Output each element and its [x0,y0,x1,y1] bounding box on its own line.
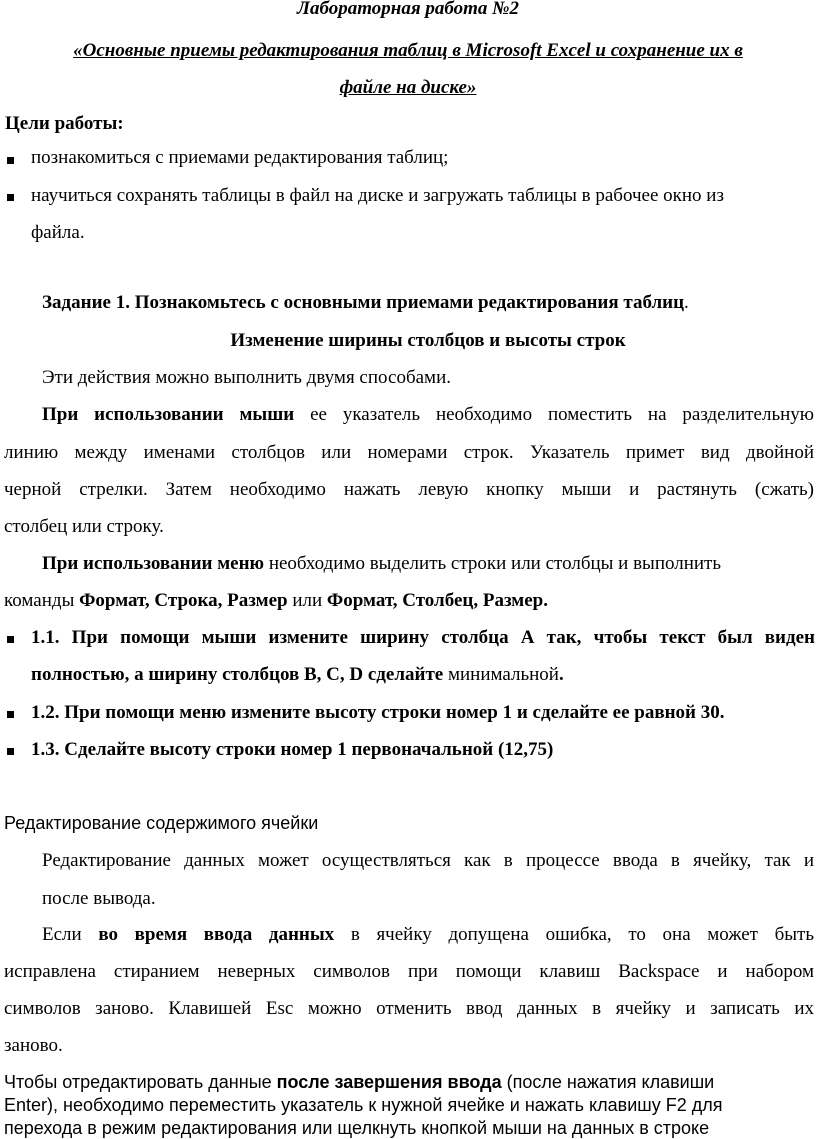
editing-p3-line-3: перехода в режим редактирования или щелкнуть кнопкой мыши на данных в строке [4,1118,710,1138]
bullet-icon [7,636,14,643]
editing-p3-line-1 [4,1072,714,1093]
mouse-lead: При использовании мыши [42,404,295,425]
goal-item-2: научиться сохранять таблицы в файл на диске и загружать таблицы в рабочее окно из [31,185,724,206]
step-1-1-plain: минимальной [443,664,559,685]
editing-p2-line-1-rest: в ячейку допущена ошибка, то она может быть [334,924,814,945]
editing-p3-bold: после завершения ввода [276,1072,502,1092]
doc-subtitle-line-1: «Основные приемы редактирования таблиц в Microsoft Excel и сохранение их в [73,40,743,61]
mouse-paragraph-line-4: столбец или строку. [4,516,164,537]
bullet-icon [7,157,14,164]
goal-item-2-cont: файла. [31,222,85,243]
doc-subtitle-line-2: файле на диске» [339,77,477,98]
editing-p3-line-1-rest: (после нажатия клавиши [501,1072,715,1092]
bullet-icon [7,194,14,201]
title-line-1: Лабораторная работа №2 [296,0,520,19]
editing-p2-pre: Если [42,924,99,945]
step-1-1-line-2 [31,664,564,686]
task1-intro: Эти действия можно выполнить двумя способами. [42,367,451,388]
editing-p1-line-1: Редактирование данных может осуществляться как в процессе ввода в ячейку, так и [42,850,814,871]
editing-p3-line-2: Enter), необходимо переместить указатель к нужной ячейке и нажать клавишу F2 для [4,1095,723,1115]
step-1-1-bold: полностью, а ширину столбцов В, С, D сделайте [31,664,444,685]
editing-p2-line-4: заново. [4,1035,63,1056]
mouse-paragraph-line-2: линию между именами столбцов или номерами строк. Указатель примет вид двойной [4,442,814,463]
step-1-2: 1.2. При помощи меню измените высоту строки номер 1 и сделайте ее равной 30. [31,702,725,723]
menu-lead: При использовании меню [42,553,265,574]
step-1-3: 1.3. Сделайте высоту строки номер 1 первоначальной (12,75) [31,739,554,760]
bullet-icon [7,711,14,718]
task1-subheading: Изменение ширины столбцов и высоты строк [230,330,626,351]
menu-paragraph-line-2 [4,590,548,612]
goals-heading: Цели работы: [5,113,124,134]
menu-paragraph-line-1 [42,553,721,575]
menu-command-1: Формат, Строка, Размер [79,590,288,611]
editing-p3-pre: Чтобы отредактировать данные [4,1072,277,1092]
step-1-1-end: . [558,664,564,685]
task1-heading-text: Задание 1. Познакомьтесь с основными приемами редактирования таблиц [42,292,685,313]
menu-line-2-mid: или [287,590,327,611]
doc-title [0,0,816,20]
menu-line-2-pre: команды [4,590,80,611]
editing-p2-line-1 [42,924,814,946]
goal-item-1: познакомиться с приемами редактирования таблиц; [31,147,449,168]
editing-p2-line-3: символов заново. Клавишей Esc можно отменить ввод данных в ячейку и записать их [4,998,814,1019]
editing-p1-line-2: после вывода. [42,888,156,909]
step-1-1-line-1: 1.1. При помощи мыши измените ширину столбца А так, чтобы текст был виден [31,627,815,648]
menu-line-1-rest: необходимо выделить строки или столбцы и выполнить [264,553,722,574]
task1-heading [42,292,689,314]
mouse-paragraph-line-1 [42,404,814,426]
editing-heading: Редактирование содержимого ячейки [4,813,319,833]
menu-command-2: Формат, Столбец, Размер. [326,590,549,611]
editing-p2-bold: во время ввода данных [98,924,335,945]
bullet-icon [7,748,14,755]
mouse-paragraph-line-3: черной стрелки. Затем необходимо нажать левую кнопку мыши и растянуть (сжать) [4,479,814,500]
editing-p2-line-2: исправлена стиранием неверных символов при помощи клавиш Backspace и набором [4,961,814,982]
mouse-line-1-rest: ее указатель необходимо поместить на разделительную [294,404,814,425]
task1-heading-end: . [684,292,689,313]
